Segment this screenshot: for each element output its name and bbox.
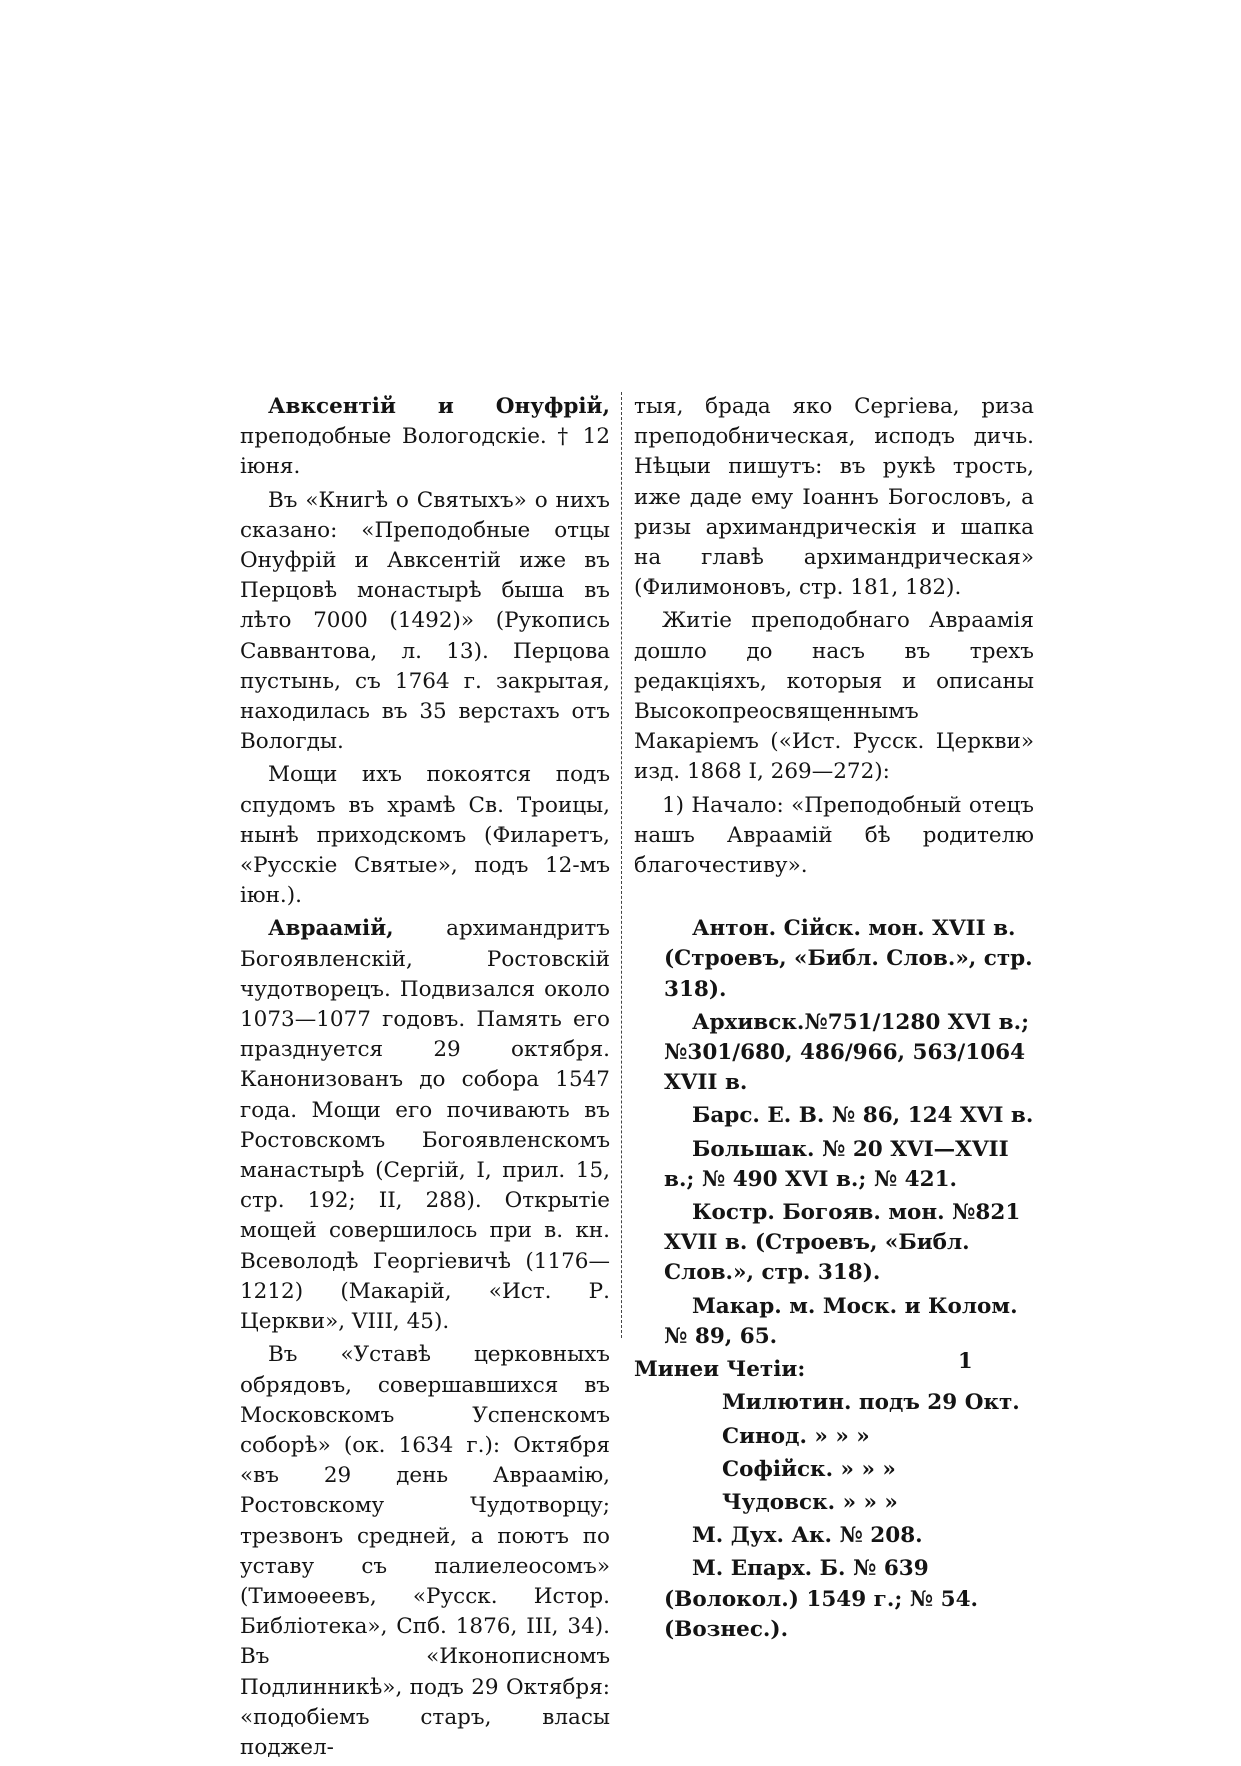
menaion-item: Софійск. » » »	[722, 1456, 896, 1482]
left-column	[240, 392, 610, 1766]
column-divider	[621, 392, 622, 1338]
paragraph: Въ «Книгѣ о Святыхъ» о нихъ сказано: «Преподобные отцы Онуфрій и Авксентій иже въ Перцовѣ монастырѣ быша въ лѣто 7000 (1492)» (Рукопись Саввантова, л. 13). Перцова пустынь, съ 1764 г. закрытая, находилась въ 35 верстахъ отъ Вологды.	[240, 487, 610, 755]
manuscript-ref: Макар. м. Моск. и Колом. № 89, 65.	[664, 1293, 1018, 1349]
manuscript-ref: М. Дух. Ак. № 208.	[692, 1523, 923, 1549]
manuscript-ref: Антон. Сійск. мон. XVII в. (Строевъ, «Библ. Слов.», стр. 318).	[664, 916, 1033, 1002]
manuscript-ref: М. Епарх. Б. № 639 (Волокол.) 1549 г.; № 54. (Вознес.).	[664, 1556, 979, 1642]
entry-heading: Авраамій,	[268, 916, 394, 942]
paragraph: тыя, брада яко Сергіева, риза преподобническая, исподъ дичь. Нѣцыи пишутъ: въ рукѣ трость, иже даде ему Іоаннъ Богословъ, а ризы архимандрическія и шапка на главѣ архимандрическая» (Филимоновъ, стр. 181, 182).	[634, 394, 1034, 601]
paragraph: Въ «Уставѣ церковныхъ обрядовъ, совершавшихся въ Московскомъ Успенскомъ соборѣ» (ок. 1634 г.): Октября «въ 29 день Авраамію, Ростовскому Чудотворцу; трезвонъ средней, а поютъ по уставу съ палиелеосомъ» (Тимоѳеевъ, «Русск. Истор. Библіотека», Спб. 1876, III, 34). Въ «Иконописномъ Подлинникѣ», подъ 29 Октября: «подобіемъ старъ, власы поджел-	[240, 1342, 610, 1760]
paragraph: Житіе преподобнаго Авраамія дошло до насъ въ трехъ редакціяхъ, которыя и описаны Высокопреосвященнымъ Макаріемъ («Ист. Русск. Церкви» изд. 1868 I, 269—272):	[634, 608, 1034, 785]
menaion-heading: Минеи Четіи:	[634, 1357, 806, 1383]
manuscript-ref: Большак. № 20 XVI—XVII в.; № 490 XVI в.; № 421.	[664, 1136, 1009, 1192]
manuscript-ref: Архивск.№751/1280 XVI в.; №301/680, 486/966, 563/1064 XVII в.	[664, 1009, 1030, 1096]
manuscript-ref: Костр. Богояв. мон. №821 XVII в. (Строевъ, «Библ. Слов.», стр. 318).	[664, 1200, 1021, 1286]
right-column	[634, 392, 1034, 1648]
entry-avksentiy-onufriy: Авксентій и Онуфрій, преподобные Вологодскіе. † 12 іюня.	[240, 394, 610, 480]
paragraph: 1) Начало: «Преподобный отецъ нашъ Авраамій бѣ родителю благочестиву».	[634, 792, 1034, 879]
menaion-item: Чудовск. » » »	[722, 1489, 898, 1515]
paragraph: Мощи ихъ покоятся подъ спудомъ въ храмѣ Св. Троицы, нынѣ приходскомъ (Филаретъ, «Русскіе Святые», подъ 12-мъ іюн.).	[240, 762, 610, 909]
entry-avraamiy: Авраамій, архимандритъ Богоявленскій, Ростовскій чудотворецъ. Подвизался около 1073—1077 годовъ. Память его празднуется 29 октября. Канонизованъ до собора 1547 года. Мощи его почивають въ Ростовскомъ Богоявленскомъ манастырѣ (Сергій, I, прил. 15, стр. 192; II, 288). Открытіе мощей совершилось при в. кн. Всеволодѣ Георгіевичѣ (1176—1212) (Макарій, «Ист. Р. Церкви», VIII, 45).	[240, 916, 610, 1335]
page-number: 1	[958, 1348, 973, 1373]
manuscript-ref: Барс. Е. В. № 86, 124 XVI в.	[692, 1103, 1034, 1129]
entry-heading: Авксентій и Онуфрій,	[268, 394, 610, 419]
menaion-item: Милютин. подъ 29 Окт.	[722, 1390, 1020, 1416]
menaion-item: Синод. » » »	[722, 1423, 870, 1449]
spacer	[634, 884, 1034, 914]
